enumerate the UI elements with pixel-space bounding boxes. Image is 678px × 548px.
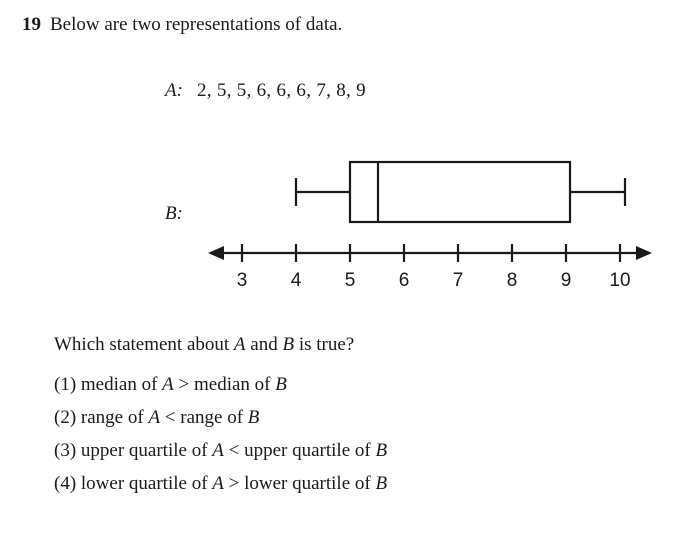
question-number: 19 <box>22 14 41 35</box>
answer-choice-3[interactable] <box>54 440 387 462</box>
axis-tick-label: 5 <box>344 270 356 290</box>
axis-tick-label: 6 <box>398 270 410 290</box>
dataset-b-label: B: <box>165 203 183 224</box>
choice-text-1: median of <box>80 374 163 395</box>
choice-var-b: B <box>275 374 287 395</box>
choice-var-a: A <box>212 440 224 461</box>
prompt-text-2: and <box>245 334 283 355</box>
axis-tick-label: 7 <box>452 270 464 290</box>
answer-choice-1[interactable] <box>54 374 387 396</box>
choice-var-a: A <box>148 407 161 428</box>
axis-tick-label: 10 <box>609 270 631 290</box>
choice-var-a: A <box>162 374 174 395</box>
choice-text-2: < upper quartile of <box>223 440 376 461</box>
prompt-text-3: is true? <box>294 334 355 355</box>
dataset-a <box>165 80 366 102</box>
axis-tick-labels <box>237 270 660 290</box>
whisker-right <box>570 178 625 206</box>
question-prompt <box>54 334 354 356</box>
axis-tick-label: 4 <box>290 270 302 290</box>
whisker-left <box>296 178 350 206</box>
choice-text-2: > median of <box>173 374 276 395</box>
answer-choice-4[interactable] <box>54 473 387 495</box>
answer-choice-2[interactable] <box>54 407 387 429</box>
choice-var-a: A <box>212 473 224 494</box>
choice-marker: (1) <box>54 374 77 395</box>
choice-text-2: < range of <box>160 407 248 428</box>
choice-marker: (2) <box>54 407 77 428</box>
choice-marker: (4) <box>54 473 77 494</box>
axis-tick-label: 8 <box>506 270 518 290</box>
choice-text-1: upper quartile of <box>80 440 213 461</box>
prompt-text-1: Which statement about <box>54 334 234 355</box>
prompt-var-a: A <box>233 334 246 355</box>
dataset-a-values: 2, 5, 5, 6, 6, 6, 7, 8, 9 <box>196 80 366 101</box>
box-plot-figure <box>200 150 660 290</box>
box-plot-svg <box>200 150 660 290</box>
prompt-var-b: B <box>282 334 295 355</box>
choice-text-2: > lower quartile of <box>223 473 376 494</box>
choice-var-b: B <box>247 407 260 428</box>
question-stem: Below are two representations of data. <box>50 14 343 35</box>
number-line-axis <box>208 244 652 262</box>
choice-var-b: B <box>375 440 388 461</box>
choice-var-b: B <box>375 473 388 494</box>
choice-marker: (3) <box>54 440 77 461</box>
choice-text-1: lower quartile of <box>80 473 213 494</box>
axis-tick-label: 3 <box>236 270 248 290</box>
axis-tick-label: 9 <box>560 270 572 290</box>
question-header <box>22 14 342 36</box>
answer-choices <box>54 374 387 506</box>
dataset-a-label: A: <box>165 80 183 101</box>
choice-text-1: range of <box>80 407 149 428</box>
box-iqr <box>350 162 570 222</box>
